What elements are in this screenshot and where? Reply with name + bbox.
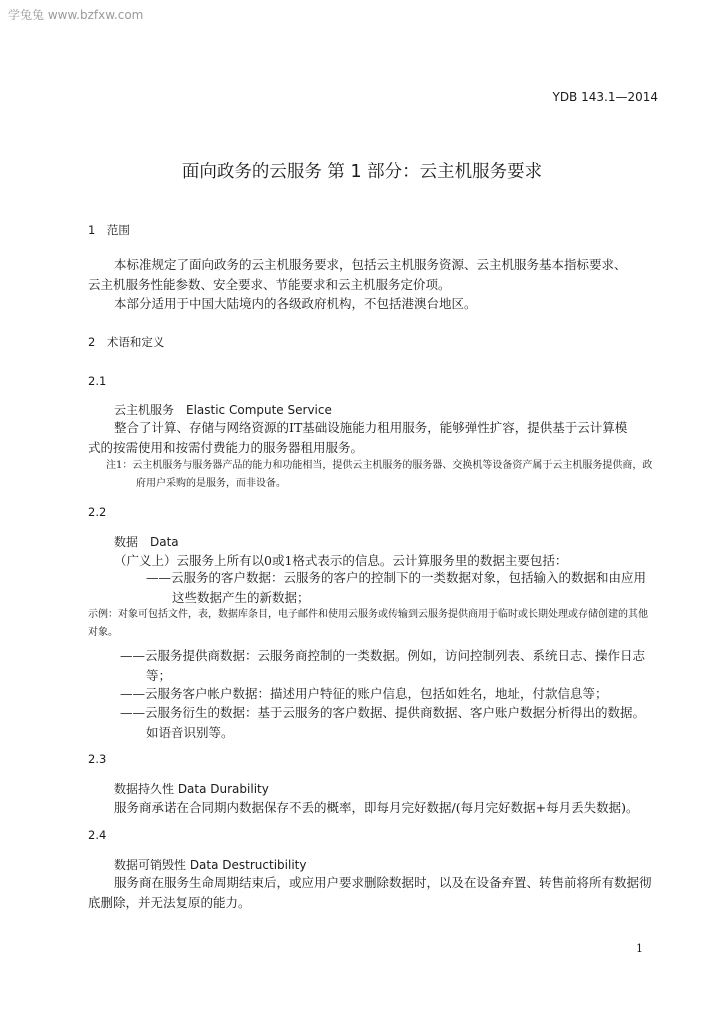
clause-number-2-3: 2.3 <box>88 752 107 766</box>
scope-paragraph-1: 本标准规定了面向政务的云主机服务要求，包括云主机服务资源、云主机服务基本指标要求、云主机服务性能参数、安全要求、节能要求和云主机服务定价项。 <box>88 257 627 292</box>
note-1: 注1：云主机服务与服务器产品的能力和功能相当，提供云主机服务的服务器、交换机等设备资产属于云主机服务提供商，政府用户采购的是服务，而非设备。 <box>106 460 653 489</box>
clause-number-2-2: 2.2 <box>88 505 107 519</box>
clause-number-2-4: 2.4 <box>88 828 107 842</box>
definition-elastic-compute-service: 整合了计算、存储与网络资源的IT基础设施能力租用服务，能够弹性扩容，提供基于云计算模式的按需使用和按需付费能力的服务器租用服务。 <box>88 420 628 455</box>
list-item-derived-data: ——云服务衍生的数据：基于云服务的客户数据、提供商数据、客户账户数据分析得出的数据。如语音识别等。 <box>120 705 646 740</box>
definition-data-destructibility: 服务商在服务生命周期结束后，或应用户要求删除数据时，以及在设备弃置、转售前将所有数据彻底删除，并无法复原的能力。 <box>88 875 652 910</box>
example-paragraph: 示例：对象可包括文件，表，数据库条目，电子邮件和使用云服务或传输到云服务提供商用于临时或长期处理或存储创建的其他对象。 <box>88 609 648 638</box>
list-item-provider-data: ——云服务提供商数据：云服务商控制的一类数据。例如，访问控制列表、系统日志、操作日志等； <box>120 648 646 683</box>
document-number: YDB 143.1—2014 <box>552 90 658 104</box>
page-number: 1 <box>636 942 643 955</box>
term-data-durability: 数据持久性 Data Durability <box>114 782 269 796</box>
term-data: 数据 Data <box>114 535 179 549</box>
page-title: 面向政务的云服务 第 1 部分：云主机服务要求 <box>181 162 543 182</box>
watermark: 学兔兔 www.bzfxw.com <box>8 8 144 22</box>
list-item-account-data: ——云服务客户帐户数据：描述用户特征的账户信息，包括如姓名，地址，付款信息等； <box>120 686 608 701</box>
definition-data-durability: 服务商承诺在合同期内数据保存不丢的概率，即每月完好数据/(每月完好数据+每月丢失数据)。 <box>114 800 639 815</box>
definition-data: （广义上）云服务上所有以0或1格式表示的信息。云计算服务里的数据主要包括： <box>114 553 568 568</box>
list-item-customer-data: ——云服务的客户数据：云服务的客户的控制下的一类数据对象，包括输入的数据和由应用这些数据产生的新数据； <box>146 570 647 605</box>
section-heading-terms: 2 术语和定义 <box>88 335 165 349</box>
scope-paragraph-2: 本部分适用于中国大陆境内的各级政府机构，不包括港澳台地区。 <box>114 296 477 311</box>
section-heading-scope: 1 范围 <box>88 223 130 237</box>
clause-number-2-1: 2.1 <box>88 374 107 388</box>
term-elastic-compute-service: 云主机服务 Elastic Compute Service <box>114 403 332 417</box>
term-data-destructibility: 数据可销毁性 Data Destructibility <box>114 858 307 872</box>
